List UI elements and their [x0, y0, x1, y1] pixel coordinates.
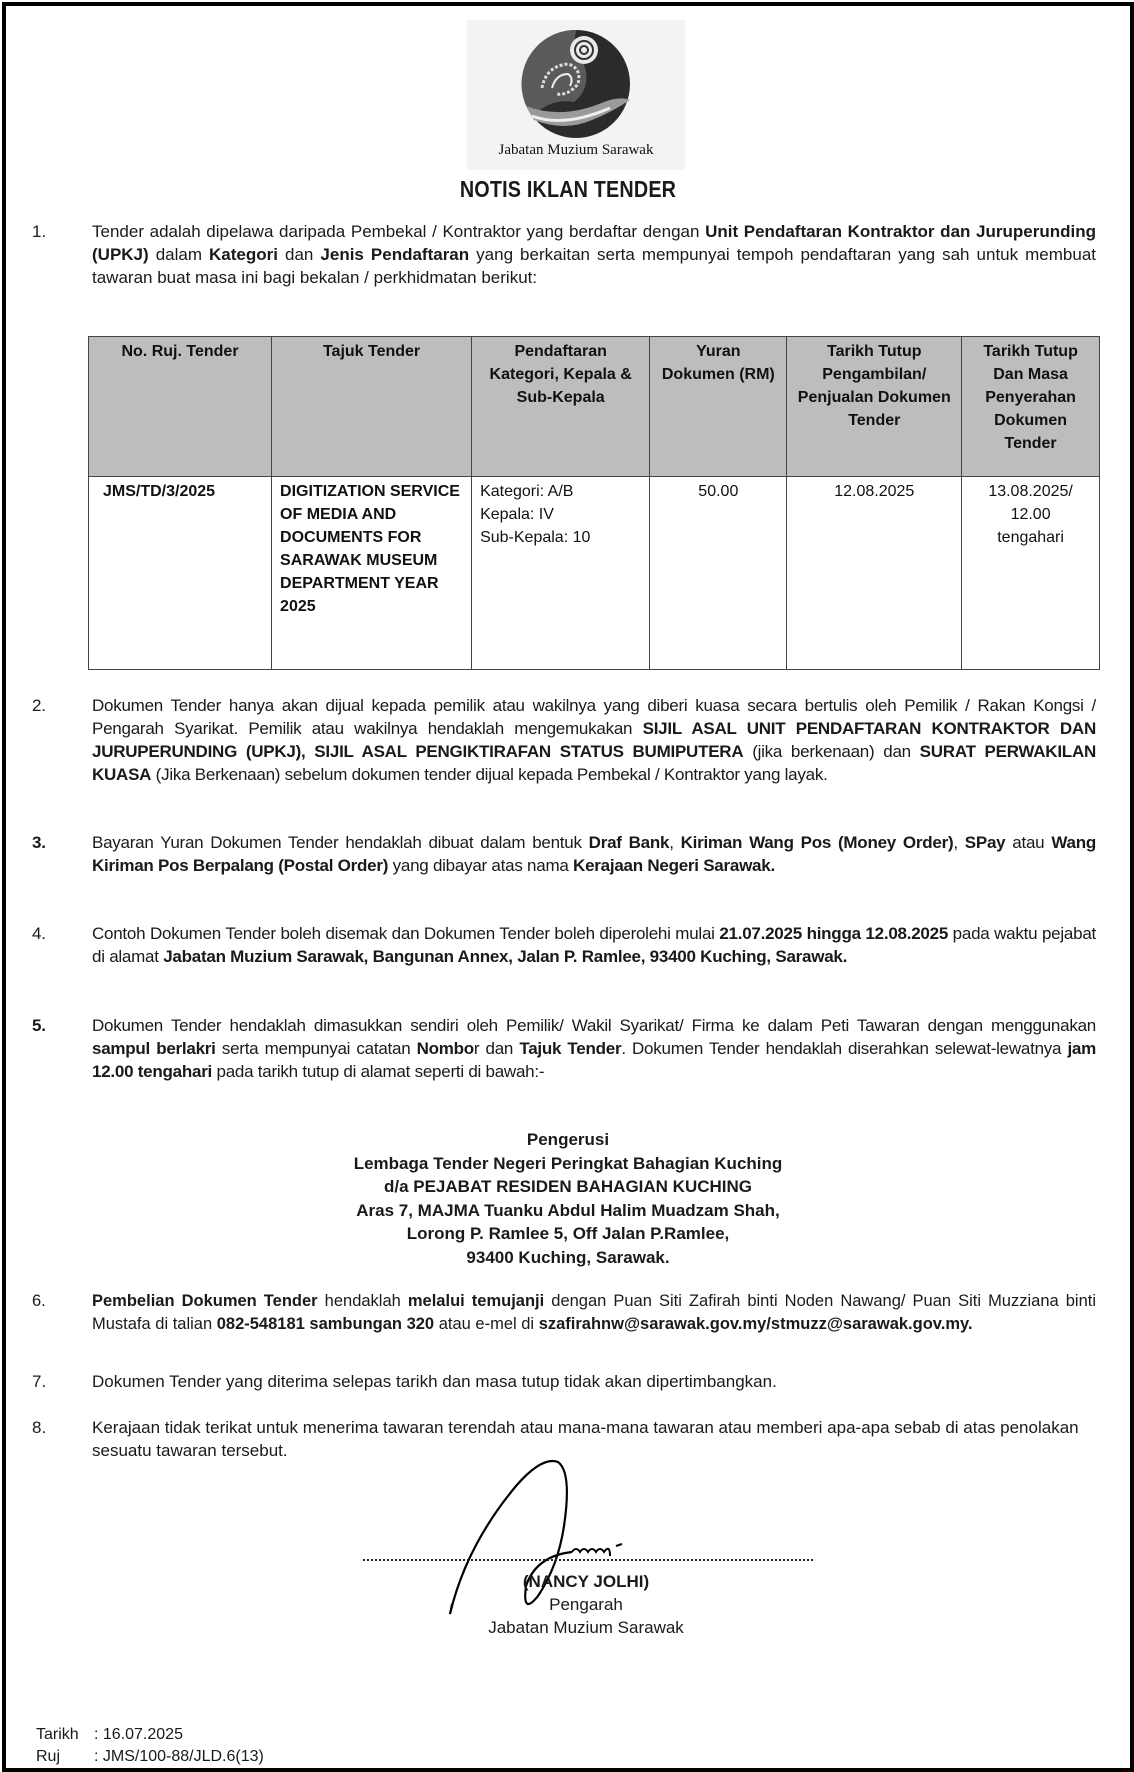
cell-title: DIGITIZATION SERVICE OF MEDIA AND DOCUMENTS FOR SARAWAK MUSEUM DEPARTMENT YEAR 2025	[272, 477, 472, 670]
submission-address	[6, 1128, 1130, 1269]
paragraph-6: 6. Pembelian Dokumen Tender hendaklah melalui temujanji dengan Puan Siti Zafirah binti Noden Nawang/ Puan Siti Muzziana binti Mustafa di talian 082-548181 sambungan 320 atau e-mel di szafirahnw@sarawak.gov.my/stmuzz@sarawak.gov.my.	[32, 1292, 1097, 1333]
ref-value: : JMS/100-88/JLD.6(13)	[94, 1748, 264, 1765]
paragraph-8: 8. Kerajaan tidak terikat untuk menerima tawaran terendah atau mana-mana tawaran atau memberi apa-apa sebab di atas penolakan sesuatu tawaran tersebut.	[32, 1418, 1079, 1460]
paragraph-number: 1.	[32, 222, 47, 241]
footer-date	[36, 1724, 183, 1746]
logo-block	[467, 20, 685, 170]
paragraph-number: 6.	[32, 1292, 46, 1310]
cell-ref: JMS/TD/3/2025	[89, 477, 272, 670]
ref-label: Ruj	[36, 1748, 61, 1765]
tender-notice-document	[6, 6, 1130, 1768]
table-row	[89, 477, 1100, 670]
address-line: Lembaga Tender Negeri Peringkat Bahagian Kuching	[353, 1153, 783, 1173]
signer-department: Jabatan Muzium Sarawak	[488, 1618, 684, 1637]
header-ref: No. Ruj. Tender	[89, 337, 272, 477]
sarawak-museum-logo-icon	[512, 28, 640, 140]
signer-name: (NANCY JOLHI)	[522, 1572, 650, 1591]
date-value: : 16.07.2025	[94, 1726, 183, 1743]
paragraph-number: 3.	[32, 833, 46, 852]
paragraph-7: 7. Dokumen Tender yang diterima selepas tarikh dan masa tutup tidak akan dipertimbangkan.	[32, 1372, 777, 1391]
date-label: Tarikh	[36, 1726, 79, 1743]
cell-submission: 13.08.2025/ 12.00 tengahari	[962, 477, 1100, 670]
table-header-row	[89, 337, 1100, 477]
logo-caption: Jabatan Muzium Sarawak	[498, 142, 654, 158]
paragraph-5: 5. Dokumen Tender hendaklah dimasukkan sendiri oleh Pemilik/ Wakil Syarikat/ Firma ke dalam Peti Tawaran dengan menggunakan sampul berlakri serta mempunyai catatan Nombor dan Tajuk Tender. Dokumen Tender hendaklah diserahkan selewat-lewatnya jam 12.00 tengahari pada tarikh tutup di alamat seperti di bawah:-	[32, 1016, 1096, 1081]
header-sale-close: Tarikh Tutup Pengambilan/ Penjualan Dokumen Tender	[787, 337, 962, 477]
cell-registration: Kategori: A/B Kepala: IV Sub-Kepala: 10	[472, 477, 650, 670]
paragraph-number: 4.	[32, 924, 46, 943]
signature-line	[363, 1559, 813, 1561]
tender-table	[88, 336, 1100, 670]
page-title: NOTIS IKLAN TENDER	[459, 176, 677, 202]
paragraph-3: 3. Bayaran Yuran Dokumen Tender hendaklah dibuat dalam bentuk Draf Bank, Kiriman Wang Pos (Money Order), SPay atau Wang Kiriman Pos Berpalang (Postal Order) yang dibayar atas nama Kerajaan Negeri Sarawak.	[32, 833, 1096, 875]
paragraph-number: 8.	[32, 1418, 47, 1437]
address-line: Pengerusi	[526, 1130, 610, 1149]
paragraph-1: 1. Tender adalah dipelawa daripada Pembekal / Kontraktor yang berdaftar dengan Unit Pendaftaran Kontraktor dan Juruperunding (UPKJ) dalam Kategori dan Jenis Pendaftaran yang berkaitan serta mempunyai tempoh pendaftaran yang sah untuk membuat tawaran buat masa ini bagi bekalan / perkhidmatan berikut:	[32, 222, 1097, 287]
header-title: Tajuk Tender	[272, 337, 472, 477]
cell-sale-close: 12.08.2025	[787, 477, 962, 670]
signer-position: Pengarah	[549, 1595, 623, 1614]
header-registration: Pendaftaran Kategori, Kepala & Sub-Kepala	[472, 337, 650, 477]
address-line: Aras 7, MAJMA Tuanku Abdul Halim Muadzam Shah,	[356, 1200, 780, 1220]
header-fee: Yuran Dokumen (RM)	[650, 337, 787, 477]
paragraph-number: 5.	[32, 1016, 46, 1035]
paragraph-number: 7.	[32, 1372, 47, 1391]
paragraph-2: 2. Dokumen Tender hanya akan dijual kepada pemilik atau wakilnya yang diberi kuasa secara bertulis oleh Pemilik / Rakan Kongsi / Pengarah Syarikat. Pemilik atau wakilnya hendaklah mengemukakan SIJIL ASAL UNIT PENDAFTARAN KONTRAKTOR DAN JURUPERUNDING (UPKJ), SIJIL ASAL PENGIKTIRAFAN STATUS BUMIPUTERA (jika berkenaan) dan SURAT PERWAKILAN KUASA (Jika Berkenaan) sebelum dokumen tender dijual kepada Pembekal / Kontraktor yang layak.	[32, 696, 1096, 784]
paragraph-4: 4. Contoh Dokumen Tender boleh disemak dan Dokumen Tender boleh diperolehi mulai 21.07.2025 hingga 12.08.2025 pada waktu pejabat di alamat Jabatan Muzium Sarawak, Bangunan Annex, Jalan P. Ramlee, 93400 Kuching, Sarawak.	[32, 924, 1096, 966]
contact-emails[interactable]: szafirahnw@sarawak.gov.my/stmuzz@sarawak.gov.my.	[538, 1315, 973, 1333]
header-submission: Tarikh Tutup Dan Masa Penyerahan Dokumen Tender	[962, 337, 1100, 477]
document-frame	[2, 2, 1134, 1772]
address-line: d/a PEJABAT RESIDEN BAHAGIAN KUCHING	[383, 1177, 753, 1196]
cell-fee: 50.00	[650, 477, 787, 670]
footer-reference	[36, 1746, 264, 1768]
address-line: 93400 Kuching, Sarawak.	[466, 1247, 670, 1267]
address-line: Lorong P. Ramlee 5, Off Jalan P.Ramlee,	[406, 1224, 730, 1243]
paragraph-number: 2.	[32, 696, 46, 715]
